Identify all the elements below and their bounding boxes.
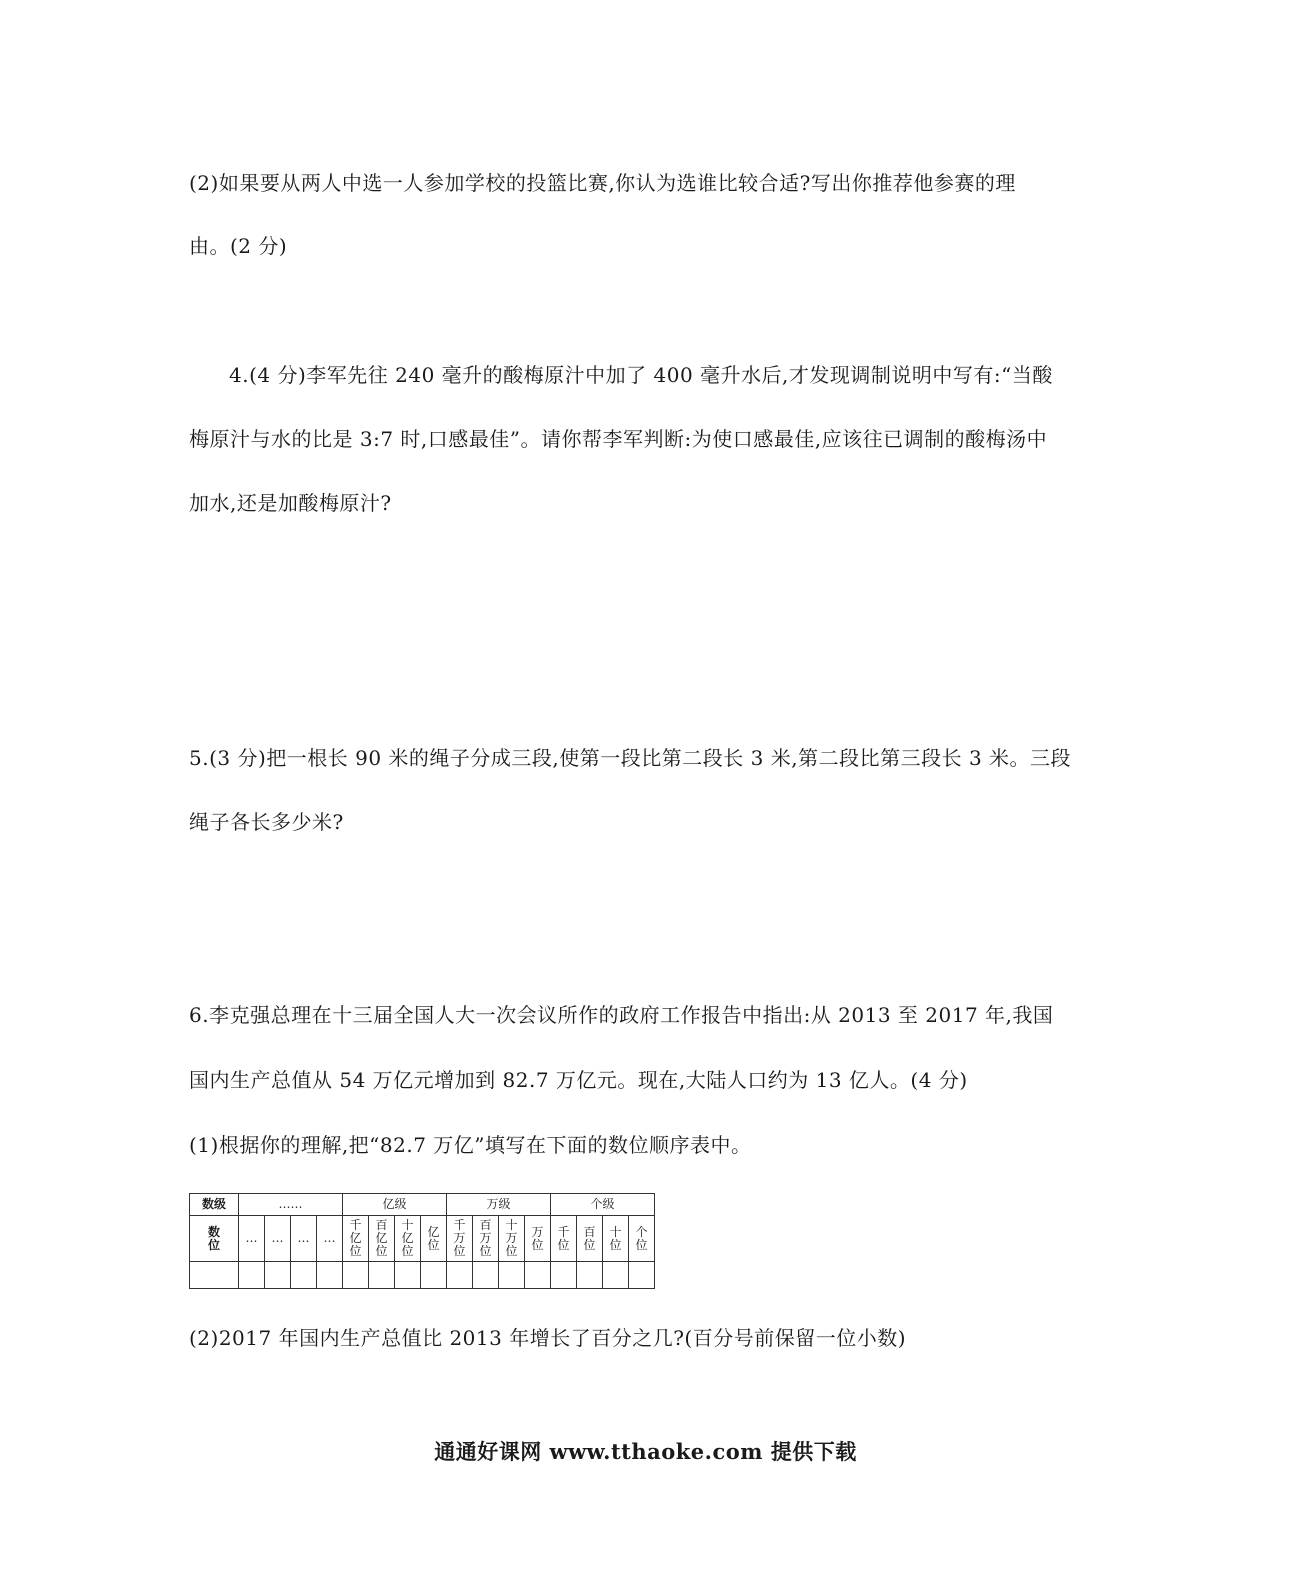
place-cell: 十万位 (499, 1216, 525, 1262)
place-cell: 亿位 (421, 1216, 447, 1262)
answer-cell[interactable] (265, 1262, 291, 1289)
level-cell-wan: 万级 (447, 1194, 551, 1216)
place-cell: … (265, 1216, 291, 1262)
place-row (190, 1216, 655, 1262)
answer-cell[interactable] (239, 1262, 265, 1289)
answer-cell[interactable] (603, 1262, 629, 1289)
q4-line3: 加水,还是加酸梅原汁? (189, 491, 392, 515)
answer-cell[interactable] (629, 1262, 655, 1289)
answer-cell[interactable] (395, 1262, 421, 1289)
place-header: 数位 (190, 1216, 239, 1262)
q6-part2: (2)2017 年国内生产总值比 2013 年增长了百分之几?(百分号前保留一位小数) (189, 1326, 907, 1350)
level-cell-ge: 个级 (551, 1194, 655, 1216)
answer-cell[interactable] (369, 1262, 395, 1289)
q6-line2: 国内生产总值从 54 万亿元增加到 82.7 万亿元。现在,大陆人口约为 13 亿人。(4 分) (189, 1068, 968, 1092)
level-row (190, 1194, 655, 1216)
answer-row (190, 1262, 655, 1289)
place-cell: 百万位 (473, 1216, 499, 1262)
place-cell: 百位 (577, 1216, 603, 1262)
place-cell: 千亿位 (343, 1216, 369, 1262)
q4-line2: 梅原汁与水的比是 3:7 时,口感最佳”。请你帮李军判断:为使口感最佳,应该往已调制的酸梅汤中 (189, 427, 1048, 451)
q5-line2: 绳子各长多少米? (189, 810, 344, 834)
place-cell: 千位 (551, 1216, 577, 1262)
answer-cell[interactable] (577, 1262, 603, 1289)
answer-cell[interactable] (421, 1262, 447, 1289)
answer-cell[interactable] (447, 1262, 473, 1289)
place-cell: 十亿位 (395, 1216, 421, 1262)
place-cell: 十位 (603, 1216, 629, 1262)
place-cell: … (291, 1216, 317, 1262)
level-cell-yi: 亿级 (343, 1194, 447, 1216)
place-cell: 个位 (629, 1216, 655, 1262)
answer-cell[interactable] (317, 1262, 343, 1289)
answer-cell[interactable] (551, 1262, 577, 1289)
level-header: 数级 (190, 1194, 239, 1216)
place-value-table (189, 1193, 655, 1289)
footer-download-note: 通通好课网 www.tthaoke.com 提供下载 (434, 1439, 857, 1464)
place-cell: 千万位 (447, 1216, 473, 1262)
place-cell: … (239, 1216, 265, 1262)
q5-line1: 5.(3 分)把一根长 90 米的绳子分成三段,使第一段比第二段长 3 米,第二段比第三段长 3 米。三段 (189, 746, 1072, 770)
q6-line1: 6.李克强总理在十三届全国人大一次会议所作的政府工作报告中指出:从 2013 至 2017 年,我国 (189, 1003, 1054, 1027)
q3-part2-line1: (2)如果要从两人中选一人参加学校的投篮比赛,你认为选谁比较合适?写出你推荐他参赛的理 (189, 171, 1016, 195)
answer-cell[interactable] (525, 1262, 551, 1289)
place-cell: 万位 (525, 1216, 551, 1262)
answer-cell[interactable] (499, 1262, 525, 1289)
q3-part2-line2: 由。(2 分) (189, 234, 288, 258)
answer-cell[interactable] (291, 1262, 317, 1289)
level-cell-higher: …… (239, 1194, 343, 1216)
q4-line1: 4.(4 分)李军先往 240 毫升的酸梅原汁中加了 400 毫升水后,才发现调制说明中写有:“当酸 (229, 363, 1053, 387)
q6-part1: (1)根据你的理解,把“82.7 万亿”填写在下面的数位顺序表中。 (189, 1133, 752, 1157)
answer-cell[interactable] (343, 1262, 369, 1289)
answer-cell[interactable] (473, 1262, 499, 1289)
place-cell: … (317, 1216, 343, 1262)
place-cell: 百亿位 (369, 1216, 395, 1262)
answer-cell[interactable] (190, 1262, 239, 1289)
